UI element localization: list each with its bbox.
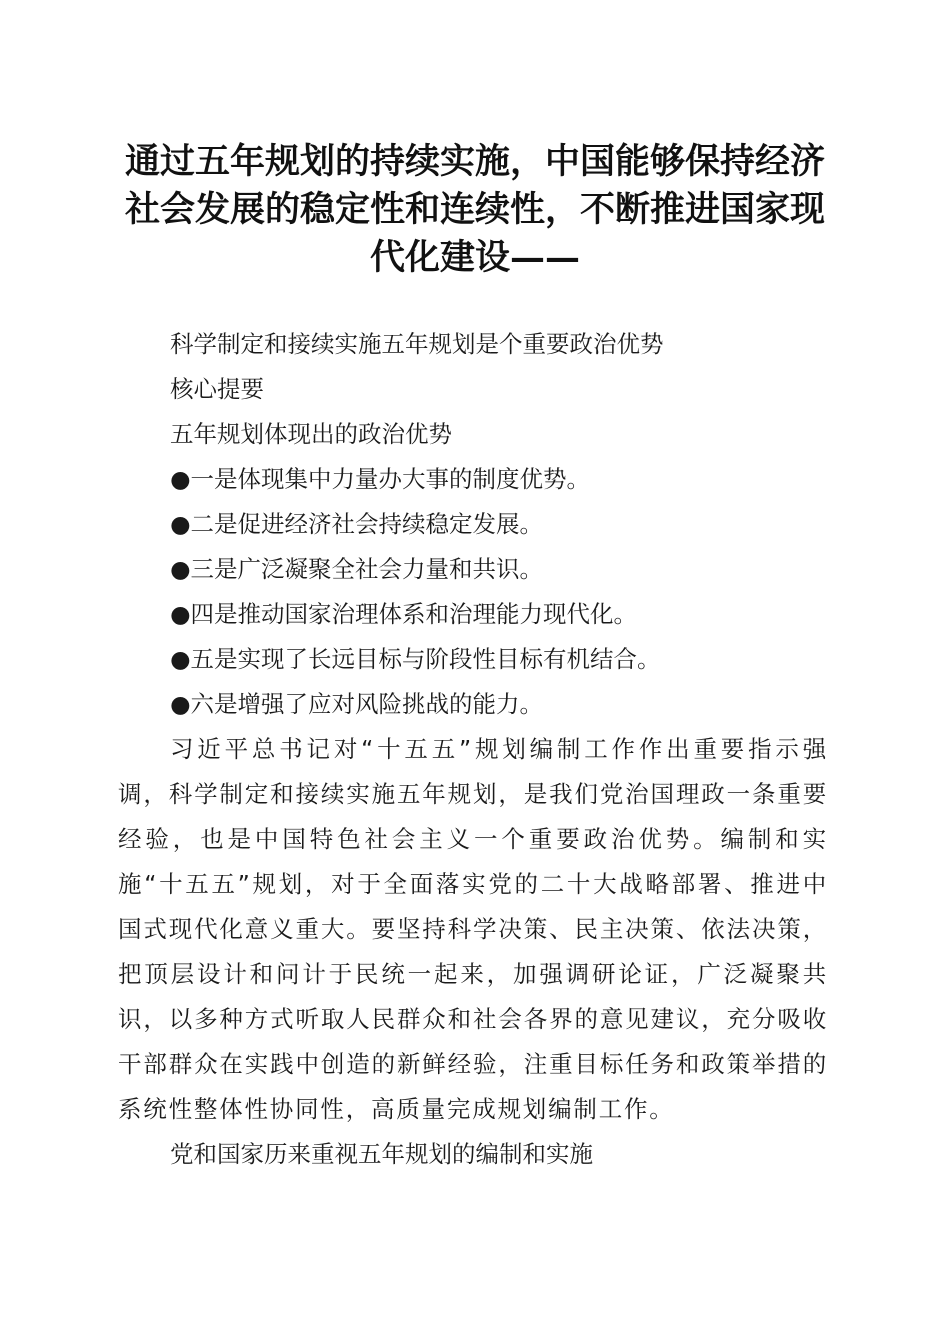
bullet-item: ●一是体现集中力量办大事的制度优势。 — [170, 465, 591, 493]
document-title: 通过五年规划的持续实施，中国能够保持经济社会发展的稳定性和连续性，不断推进国家现代化建设—— — [124, 141, 825, 278]
bullet-item: ●六是增强了应对风险挑战的能力。 — [170, 690, 544, 718]
section-label: 五年规划体现出的政治优势 — [170, 420, 452, 448]
summary-label: 核心提要 — [170, 375, 264, 403]
article-heading: 科学制定和接续实施五年规划是个重要政治优势 — [170, 330, 664, 358]
bullet-item: ●二是促进经济社会持续稳定发展。 — [170, 510, 544, 538]
bullet-item: ●五是实现了长远目标与阶段性目标有机结合。 — [170, 645, 661, 673]
subheading: 党和国家历来重视五年规划的编制和实施 — [170, 1140, 593, 1168]
body-paragraph: 习近平总书记对“十五五”规划编制工作作出重要指示强调，科学制定和接续实施五年规划，是我们党治国理政一条重要经验，也是中国特色社会主义一个重要政治优势。编制和实施“十五五”规划，对于全面落实党的二十大战略部署、推进中国式现代化意义重大。要坚持科学决策、民主决策、依法决策，把顶层设计和问计于民统一起来，加强调研论证，广泛凝聚共识，以多种方式听取人民群众和社会各界的意见建议，充分吸收干部群众在实践中创造的新鲜经验，注重目标任务和政策举措的系统性整体性协同性，高质量完成规划编制工作。 — [118, 735, 828, 1123]
bullet-item: ●三是广泛凝聚全社会力量和共识。 — [170, 555, 544, 583]
document-body — [118, 322, 828, 1177]
bullet-item: ●四是推动国家治理体系和治理能力现代化。 — [170, 600, 638, 628]
